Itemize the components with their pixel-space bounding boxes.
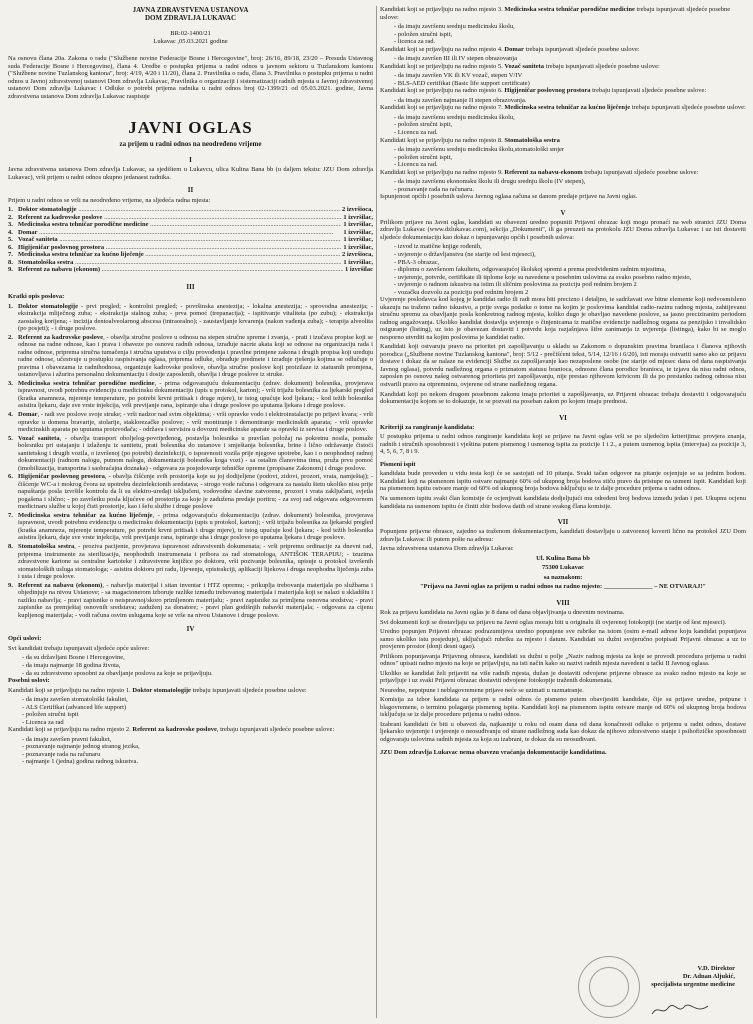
- institution-subname: DOM ZDRAVLJA LUKAVAC: [144, 14, 237, 23]
- list-item-text: izvod iz matične knjige rođenih,: [397, 243, 482, 251]
- condition-lead: Kandidati koji se prijavljuju na radno mjesto 5.: [380, 62, 505, 70]
- list-bullet: -: [394, 266, 398, 274]
- list-bullet: -: [22, 750, 26, 758]
- list-item: [8, 696, 373, 704]
- list-item-text: poznavanje najmanje jednog stranog jezika,: [25, 743, 140, 751]
- condition-block-lead: [380, 6, 746, 21]
- list-item: [380, 129, 746, 137]
- document-date: Lukavac ,05.03.2021 godine: [153, 37, 228, 45]
- task-text: [18, 380, 373, 410]
- position-name: Higijeničar poslovnog prostora .....: [18, 244, 341, 252]
- task-position-name: Domar: [18, 410, 38, 418]
- list-item-text: da su zdravstveno sposobni za obavljanje poslova za koje se prijavljuju.: [25, 669, 213, 677]
- list-item: [380, 38, 746, 46]
- position-item: [8, 221, 373, 229]
- institution-name: JAVNA ZDRAVSTVENA USTANOVA: [132, 6, 249, 14]
- condition-block-lead: [380, 63, 746, 71]
- section-numeral-7: VII: [557, 518, 569, 527]
- section-8-text-6: Neuredne, nepotpune i neblagovremene prijave neće se uzimati u razmatranje.: [380, 686, 584, 694]
- list-item-text: vozačku dozvolu za poziciju pod rednim brojem 2: [397, 288, 529, 296]
- section-8-text-3: Uredno popunjen Prijavni obrazac podrazumijeva uredno popunjene sve rubrike na istom (osim e-mail adrese koju kandidat popunjava samo ukoliko istu posjeduje), uključujući rubriku za mjesto i datum. Kandidati su dužni svojeručno potpisati Prijavni obrazac a uz to provjeren prostor (donji desni ugao).: [380, 628, 746, 651]
- general-conditions-list: [8, 654, 373, 677]
- section-8-text-7: Komisija za izbor kandidata za prijem u radni odnos će pismeno putem obavijestiti kandidate, čije su prijave uredne, potpune i blagovremene, o terminu polaganja pismenog ispita. Kandidati koji na pismenom ispitu ostvare manje od 60% od ukupnog broja bodova isključuju se iz dalje procedure prijema u radni odnos.: [380, 696, 746, 719]
- task-position-name: Medicinska sestra tehničar za kućno liječenje: [18, 511, 153, 519]
- position-name: Referent za kadrovske poslove .....: [18, 214, 341, 222]
- position-count: 1 izvršilac,: [343, 243, 373, 251]
- address-line-4: sa naznakom:: [543, 573, 583, 581]
- position-count: 1 izvršilac,: [343, 228, 373, 236]
- section-numeral-5: V: [560, 208, 566, 217]
- position-name: Domar .....: [18, 229, 341, 237]
- list-bullet: -: [22, 669, 26, 677]
- position-item: [8, 251, 373, 259]
- condition-lead: Kandidati koji se prijavljuju na radno mjesto 8.: [380, 136, 505, 144]
- position-number: 4.: [8, 228, 13, 236]
- list-item: [380, 146, 746, 154]
- list-item: [380, 55, 746, 63]
- address-line-5: "Prijava na Javni oglas za prijem u radni odnos na radno mjesto: _______________ – NE OTVARAJ!": [419, 583, 707, 591]
- list-bullet: -: [22, 743, 26, 751]
- list-item-text: da imaju završen pravni fakultet,: [25, 735, 112, 743]
- position-item: [8, 266, 373, 274]
- list-bullet: -: [394, 38, 398, 46]
- task-position-name: Doktor stomatologije: [18, 302, 78, 310]
- task-number: 4.: [8, 410, 13, 418]
- condition-items: [8, 736, 373, 766]
- list-item: [380, 259, 746, 267]
- section-numeral-3: III: [186, 282, 195, 291]
- list-item-text: Licencu za rad.: [397, 128, 438, 136]
- position-item: [8, 206, 373, 214]
- list-item: [380, 23, 746, 31]
- list-item-text: da imaju završen VK ili KV vozač, stepen V/IV: [397, 72, 523, 80]
- list-bullet: -: [394, 178, 398, 186]
- position-count: 2 izvršioca,: [341, 206, 373, 214]
- list-item: [380, 186, 746, 194]
- page-title: JAVNI OGLAS: [128, 118, 253, 138]
- task-item: [8, 473, 373, 511]
- condition-position: Referent za kadrovske poslove: [132, 726, 217, 734]
- list-bullet: -: [394, 113, 398, 121]
- list-bullet: -: [22, 703, 26, 711]
- ranking-criteria-heading: Kriteriji za rangiranje kandidata:: [380, 423, 475, 431]
- task-position-name: Referent za kadrovske poslove: [18, 333, 104, 341]
- list-bullet: -: [394, 128, 398, 136]
- list-item-text: diplomu o završenom fakultetu, odgovarajućoj školskoj spremi a prema predviđenim radnim mjestima,: [397, 266, 666, 274]
- reference-number: BR:02-1400/21: [170, 30, 211, 38]
- list-item: [380, 80, 746, 88]
- list-item-text: da imaju završen najmanje II stepen obrazovanja.: [397, 96, 527, 104]
- section-numeral-6: VI: [559, 413, 567, 422]
- list-item: [8, 662, 373, 670]
- list-item-text: uvjerenje o državljanstvu (ne starije od šest mjeseci),: [397, 250, 536, 258]
- position-name: Medicinska sestra tehničar za kućno liječenje .....: [18, 251, 340, 259]
- position-number: 3.: [8, 221, 13, 229]
- list-bullet: -: [394, 146, 398, 154]
- condition-position: Referent za nabavu-ekonom: [504, 168, 583, 176]
- task-number: 9.: [8, 581, 13, 589]
- list-item: [8, 758, 373, 766]
- position-number: 9.: [8, 266, 13, 274]
- list-item-text: da imaju završen III ili IV stepen obrazovanja: [397, 55, 517, 63]
- task-item: [8, 303, 373, 333]
- condition-lead: Kandidati koji se prijavljuju na radno mjesto 4.: [380, 45, 505, 53]
- list-bullet: -: [394, 243, 398, 251]
- condition-position: Higijeničar poslovnog prostora: [504, 87, 591, 95]
- list-item-text: uvjerenje, potvrde, certifikate ili tiplome koje su navedene u posebnim uslovima za svako posebno radno mjesto,: [397, 273, 692, 281]
- position-count: 1 izvršilac: [345, 266, 373, 274]
- required-documents-list: [380, 243, 746, 296]
- condition-items: [380, 178, 746, 193]
- list-bullet: -: [394, 281, 398, 289]
- position-name: Medicinska sestra tehničar porodične medicine .....: [18, 221, 341, 229]
- position-item: [8, 236, 373, 244]
- task-position-name: Higijeničar poslovnog prostora: [18, 473, 105, 481]
- task-description: - prvi pregled; - kontrolni pregled; - površinska anestezija; - lokalna anestezija; - sprovodna anestezija; - ekstrakcija mliječnog zuba; - ekstrakcija stalnog zuba; - prva pomoć (trepanacija); - ispitivanje vitaliteta (po zubu); - ekstrakcija zaostalog korijena; - incizija dentoalveolarnog abscesa (intraoralno); - zaustavljanje krvarenja (nakon vađenja zuba); - terapija alveolita (po posjeti); - i druge poslove.: [18, 302, 373, 333]
- list-item: [8, 704, 373, 712]
- list-bullet: -: [394, 250, 398, 258]
- list-item: [380, 274, 746, 282]
- task-number: 1.: [8, 302, 13, 310]
- list-item-text: BLS-AED certifikat (Basic life support certificate): [397, 79, 530, 87]
- task-number: 8.: [8, 543, 13, 550]
- position-count: 1 izvršilac,: [343, 258, 373, 266]
- condition-items: [380, 146, 746, 169]
- section-8-text-1: Rok za prijavu kandidata na Javni oglas je 8 dana od dana objavljivanja u dnevnim novinama.: [380, 608, 625, 616]
- task-item: [8, 543, 373, 581]
- list-item-text: da imaju završenu srednju medicinsku školu,stomatološki smjer: [397, 146, 565, 154]
- list-item-text: najmanje 1 (jedna) godina radnog iskustva.: [25, 758, 139, 766]
- task-description: , - obavlja čišćenje svih prostorija koje su joj dodijeljene (podovi, zidovi, prozori, vrata, namještaj); - čišćenje WC-a i mokrog čvora uz upotrebu dezinfekcionih sredstava; - strogo vode računa i odgovara za nastalu štetu ukoliko nisu prije napuštanja posla izvršile kontrolu da li su elektro-uređaji isključeni, vodovodne slavine zatvorene, prozori i vrata zaključani, svjetla pogašena i slično; - po završetku posla kljućeve od prostorija za koje je zadužena predaje portiru; - za svoj rad odgovara odgovornom medicinaru službe u kojoj čisti prostorije, kao i šefu službe i druge poslove: [18, 473, 373, 511]
- position-number: 1.: [8, 206, 13, 214]
- list-item: [380, 251, 746, 259]
- signature-block: [590, 965, 735, 988]
- task-list: [8, 303, 373, 620]
- condition-tail: trebaju ispunjavati sljedeće posebne uslove:: [630, 104, 746, 112]
- list-item: [380, 266, 746, 274]
- task-position-name: Vozač saniteta: [18, 434, 60, 442]
- task-description: , - obavlja transport oboljelog-povrijeđenog, postavlja bolesnika u pravilan položaj na pokretnu nosila, pomaže bolesniku pri ustajanju i izlaženju iz sanitetu, prati bolesnika do ustanove i smještanja bolesnika, brine i lično održavanje čistoći sanitetskog i drugih vozila, o izvršenoj (po potrebi) dezinfekciji, o ispravnosti vozila prije njegove upotrebe, kao i o neophodnoj radnoj dokumentaciji (radnom nalogu, putnom nalogu, dokumentaciji bolesnika koga vozi) - sa ostalim članovima tima, pruža prvu pomoć (imobilizacija, transportna i saobraćajna doznaka) - odgovara za posjedovanje tehničke opreme (propisane Zakonom) i druge poslove.: [18, 434, 373, 472]
- task-description: , - radi sve poslove svoje struke; - vrši nadzor nad svim objektima; - vrši opravke vodo i elektroinstalacije po prijavi kvara; - vrši opravke u domena bravarije, stolarije, staklorezačke poslove; - vrši montiranje i demontiranje medicinskih aparata; - vrši opravke medicinskih aparata po uputama proizvođača; - održava i servisira u dovozni medicinske aparate sa opravki iz servisa i druge poslove.: [18, 410, 373, 434]
- condition-position: Vozač saniteta: [504, 62, 545, 70]
- list-bullet: -: [394, 153, 398, 161]
- list-item-text: poznavanje rada na računaru: [25, 750, 101, 758]
- section-5-text-3: Kandidati koji ostvaruju pravo na prioritet pri zapošljavanju u skladu sa Zakonom o dopunskim pravima branilaca i članova njihovih porodica („Službene novine Tuzlanskog kantona", broj: 5/12 - prečišćeni tekst, 5/14, 12/16 i 6/20), isti moraju ostvariti samo ako uz prijavu dostave i dokaz da se nalaze na evidenciji Službe za zapošljavanje kao nezaposlene osobe (ne starije od mjesec dana od dana raspisivanja Javnog oglasa), potvrdu nadležnog organa o priznatom statusu branioca, odnosno člana porodice branioca, te izjavu da nisu radni odnos, zaposlen po osnovu našeg ostvarenog prioriteta pri zapošljavanju, nije prestao njihovom krivicom ili da po prestanku radnog odnosa nisu ostvarili pravo na otpremninu, ovjerene od strane nadležnog organa.: [380, 343, 746, 389]
- list-item: [380, 243, 746, 251]
- list-item: [8, 736, 373, 744]
- list-bullet: -: [22, 718, 26, 726]
- condition-tail: trebaju ispunjavati sljedeće posebne uslove:: [190, 686, 307, 694]
- position-name: Doktor stomatologije .....: [18, 206, 340, 214]
- list-bullet: -: [394, 55, 398, 63]
- condition-block-lead: [8, 687, 373, 695]
- task-number: 2.: [8, 333, 13, 341]
- right-column: [380, 6, 746, 759]
- list-bullet: -: [394, 185, 398, 193]
- list-bullet: -: [22, 662, 26, 670]
- list-bullet: -: [22, 735, 26, 743]
- section-numeral-8: VIII: [556, 598, 570, 607]
- condition-lead: Kandidati koji se prijavljuju na radno mjesto 1.: [8, 686, 133, 694]
- list-bullet: -: [394, 72, 398, 80]
- list-item: [8, 654, 373, 662]
- position-item: [8, 214, 373, 222]
- special-conditions-heading: Posebni uslovi:: [8, 677, 50, 685]
- condition-items: [380, 114, 746, 137]
- list-item: [380, 178, 746, 186]
- signatory-specialty: specijalista urgentne medicine: [651, 980, 735, 988]
- list-bullet: -: [22, 711, 26, 719]
- list-item-text: položen stručni ispit,: [397, 153, 453, 161]
- list-item: [380, 281, 746, 289]
- list-bullet: -: [394, 23, 398, 31]
- condition-position: Doktor stomatologije: [132, 686, 191, 694]
- condition-items: [380, 72, 746, 87]
- list-item: [380, 114, 746, 122]
- list-item: [380, 72, 746, 80]
- list-item: [8, 711, 373, 719]
- position-number: 7.: [8, 251, 13, 259]
- list-item: [8, 719, 373, 727]
- legal-intro: Na osnovu člana 20a. Zakona o radu ("Službene novine Federacije Bosne i Hercegovine", broj: 26/16, 89/18, 23/20 – Presuda Ustavnog suda Federacije Bosne i Hercegovine), člana 4. Uredbe o postupku prijema u radni odnos u javnom sektoru u Tuzlanskom kantonu ("Službene novine Tuzlanskog kantona", broj: 4/19, 4/20 i 11/20), člana 2. Pravilnika o radu, člana 3. Pravilnika o postupku prijema u radni odnos u Javnoj zdravstvenoj ustanovi Dom zdravlja Lukavac, Pravilnika o organizaciji i sistematizaciji radnih mjesta u Javnoj zdravstvenoj ustanovi Dom zdravlja Lukavac i Odluke o potrebi prijema radnika u radni odnos broj 02-1399/21 od 05.03.2021. godine, Javna zdravstvena ustanova Dom zdravlja Lukavac raspisuje: [8, 55, 373, 100]
- task-description: , - prima odgovarajuću dokumentaciju (zdrav. dokument) bolesnika, provjerava ispravnost, uvodi potrebnu evidenciju u medicinsku dokumentaciju (upis u protokol, karton); - vrši trijažu bolesnika za ljekarski pregled (kratka anamneza, mjerenje temperature, po potrebi krvni pritisak i druge mjere), te istog upućuje kod ljekara; - kod težih bolesnika asistira ljekaru, daje sve vrste injekcija, vrši previjanje rana, ispiranje uha i druge poslove po uputama ljekara i druge poslove.: [18, 379, 373, 410]
- task-description: , - nabavlja materijal i sitan inventar i HTZ opremu; - prikuplja trebovanja materijala po službama i objedinjuje na nivou Ustanove; - sa magacionerom izboruje razlike između trebovanog materijala i materijala koji se nalazi u skladištu i razliku nabavlja; - pravi zapisnike o neispravnoj/skoro primljenom materijalu; - pravi zapisnike za primljena osnovna sredstva; - pravi zapisnike za premještaj osnovnih sredstava; zaduženj za donatore; - pravi plan godišnjih nabavki materijala; - odgovara za cijenu kupljenog materijala; - vodi računa osvim uslugama koje se vrše na nivou Ustanove i druge poslove.: [18, 581, 373, 619]
- task-position-name: Stomatološka sestra: [18, 543, 75, 550]
- list-bullet: -: [394, 273, 398, 281]
- address-line-1: Javna zdravstvena ustanova Dom zdravlja Lukavac: [380, 545, 514, 553]
- column-divider: [376, 6, 377, 1018]
- section-3-lead: Kratki opis poslova:: [8, 293, 65, 300]
- left-column: [8, 6, 373, 766]
- position-number: 6.: [8, 243, 13, 251]
- task-text: [18, 582, 373, 620]
- list-item-text: da su državljani Bosne i Hercegovine,: [25, 654, 125, 662]
- list-item: [380, 161, 746, 169]
- condition-block-lead: [8, 726, 373, 734]
- positions-list: [8, 206, 373, 274]
- list-item-text: Licencu za rad.: [397, 161, 438, 169]
- list-item: [380, 97, 746, 105]
- position-name: Stomatološka sestra .....: [18, 259, 341, 267]
- position-item: [8, 259, 373, 267]
- list-item-text: da imaju najmanje 18 godina života,: [25, 662, 121, 670]
- condition-block-lead: [380, 169, 746, 177]
- list-bullet: -: [394, 161, 398, 169]
- final-note: JZU Dom zdravlja Lukavac nema obavezu vraćanja dokumentacije kandidatima.: [380, 749, 607, 757]
- condition-tail: trebaju ispunjavati sljedeće posebne uslove:: [582, 168, 699, 176]
- task-item: [8, 512, 373, 542]
- list-item: [380, 289, 746, 297]
- list-item-text: da imaju završenu ekonomsku školu ili drugu srednju školu (IV stepen),: [397, 178, 586, 186]
- position-number: 2.: [8, 213, 13, 221]
- section-numeral-1: I: [189, 156, 192, 165]
- position-number: 5.: [8, 236, 13, 244]
- handwritten-signature: [650, 1002, 710, 1018]
- condition-position: Domar: [504, 45, 524, 53]
- position-name: Referent za nabavu (ekonom) .....: [18, 266, 343, 274]
- list-item: [380, 154, 746, 162]
- section-6-text-1: U postupku prijema u radni odnos rangiranje kandidata koji se prijave na Javni oglas vrši se po sljedećim kriterijima: provjera znanja, radnih i stručnih sposobnosti i vještina putem pismenog i usmenog ispita za pozicije 1 i 2., a putem usmenog ispita (intervjua) za pozicije 3, 4, 5, 6, 7, 8 i 9.: [380, 433, 746, 456]
- section-5-text-1: Prilikom prijave na Javni oglas, kandidati su obavezni uredno popuniti Prijavni obrazac koji mogu pronaći na web stranici JZU Doma zdravlja Lukavac (www.dzlukavac.com), sekcija „Dokumenti", ili ga preuzeti na protokolu JZU Doma zdravlja Lukavac i uz isti dostaviti sljedeće dokumentaciju kao dokaz o ispunjavanju općih i posebnih uslova:: [380, 218, 746, 241]
- task-description: , - prozivа pacijente, provjerava ispravnost zdravstvenih dokumenata; - vrši pripremu ordinacije za dnevni rad, priprema instrumente za sterilizaciju, neophodnih instrumenata i pribora za rad stomatologa, ANTIŠOK TERAPIJU; - izuzima zdravstvene kartone sa centralne kartoteke i zdravstvene knjižice po doktoru, vrši pozivanje bolesnika, upisuje u protokol izvršenih stomatoloških usluga stomatologa; - asistira doktoru pri radu, lijeчenju, epistrakciji, aplikaciji lijekova i druga neophodna liječenja zuba i usta i druge poslove.: [18, 543, 373, 581]
- condition-position: Stomatološka sestra: [504, 136, 560, 144]
- section-2-lead: Prijem u radni odnos se vrši na neodređeno vrijeme, na sljedeća radna mjesta:: [8, 196, 211, 204]
- written-exam-heading: Pismeni ispit: [380, 460, 416, 468]
- condition-tail: trebaju ispunjavati sljedeće posebne uslove:: [590, 87, 707, 95]
- signatory-title: V.D. Direktor: [697, 965, 735, 972]
- list-item-text: položen stručni ispit,: [397, 30, 453, 38]
- condition-lead: Kandidati koji se prijavljuju na radno mjesto 9.: [380, 168, 505, 176]
- position-count: 1 izvršilac,: [343, 221, 373, 229]
- position-count: 2 izvršioca,: [341, 251, 373, 259]
- condition-block-lead: [380, 87, 746, 95]
- page-subtitle: za prijem u radni odnos na neodređeno vrijeme: [119, 140, 262, 149]
- list-bullet: -: [394, 96, 398, 104]
- section-7-text-1: Popunjene prijavne obrasce, zajedno sa traženom dokumentacijom, kandidati dostavljaju u zatvorenoj koverti lično na protokol JZU Dom zdravlja Lukavac ili putem pošte na adresu:: [380, 528, 746, 543]
- list-item-text: licenca za rad.: [397, 38, 436, 46]
- task-number: 6.: [8, 473, 13, 481]
- condition-tail: , trebaju ispunjavati sljedeće posebne uslove:: [216, 726, 335, 734]
- task-description: , - prima odgovarajuću dokumentaciju (zdrav. dokument) bolesnika, provjerava ispravnost, uvodi potrebnu evidenciju u medicinsku dokumentaciju (upis u protokol, karton); - vrši trijažu bolesnika za ljekarski pregled (kratka anamneza, mjerenje temperature, po potrebi krvni pritisak i druge mjere), te istog upućuje kod ljekara; - kod težih bolesnika asistira ljekaru, daje sve vrste injekcija, vrši previjanje rana, ispiranje uha i druge poslove po uputama ljekara i druge poslove.: [18, 511, 373, 542]
- task-number: 3.: [8, 379, 13, 387]
- condition-lead: Kandidati koji se prijavljuju na radno mjesto 6.: [380, 87, 505, 95]
- list-bullet: -: [394, 30, 398, 38]
- task-item: [8, 582, 373, 620]
- list-item: [380, 31, 746, 39]
- condition-position: Medicinska sestra tehničar za kućno liječenje: [504, 104, 631, 112]
- list-bullet: -: [22, 758, 26, 766]
- condition-items: [8, 696, 373, 726]
- condition-block-lead: [380, 46, 746, 54]
- section-6-text-3: Na usmenom ispitu svaki član komisije će ocjenjivati kandidata dodjeljujući mu određeni broj bodova između jedan i pet. Ukupnu ocjenu kandidata na usmenom ispitu će činiti zbir bodova datih od strane svakog člana komisije.: [380, 494, 746, 510]
- list-item-text: da imaju završenu srednju medicinsku školu,: [397, 113, 515, 121]
- task-item: [8, 435, 373, 473]
- list-item: [8, 743, 373, 751]
- signatory-name: Dr. Adnan Aljukić,: [682, 972, 735, 980]
- task-text: [18, 543, 373, 581]
- condition-tail: trebaju ispunjavati sljedeće posebne uslove:: [544, 62, 660, 70]
- conditions-closing: Ispunjenost općih i posebnih uslova Javnog oglasa računa se danom predaje prijave na Javni oglas.: [380, 193, 638, 201]
- section-8-text-5: Ukoliko se kandidat želi prijaviti na više radnih mjesta, dužan je dostaviti odvojene prijavne obrasce za svako radno mjesto na koje se prijavljuje i uz svaki Prijavni obrazac dostaviti odvojene fotokopije traženih dokumenata.: [380, 669, 746, 685]
- general-conditions-heading: Opći uslovi:: [8, 635, 42, 643]
- general-conditions-lead: Svi kandidati trebaju ispunjavati sljedeće opće uslove:: [8, 644, 150, 652]
- special-conditions-right: [380, 6, 746, 193]
- list-item-text: poznavanje rada na računaru.: [397, 185, 474, 193]
- task-text: [18, 473, 373, 511]
- position-count: 1 izvršilac,: [343, 236, 373, 244]
- task-item: [8, 411, 373, 434]
- list-bullet: -: [394, 288, 398, 296]
- address-line-3: 75300 Lukavac: [541, 564, 585, 572]
- section-8-text-4: Prilikom popunjavanja Prijavnog obrasca, kandidati su dužni u polje „Naziv radnog mjesta za koje se provodi procedura prijema u radni odnos" upisati radno mjesto na koje se prijavljuju, na isti način kako su nazivi radnih mjesta navedeni u tački II Javnog oglasa.: [380, 652, 746, 668]
- section-1-text: Javna zdravstvena ustanova Dom zdravlja Lukavac, sa sjedištem u Lukavcu, ulica Kulina Bana bb (u daljem tekstu: JZU Dom zdravlja Lukavac), vrši prijem u radni odnos ukupno jedanaest radnika.: [8, 166, 373, 181]
- list-item-text: PBA-3 obrazac,: [397, 258, 440, 266]
- list-bullet: -: [394, 121, 398, 129]
- condition-tail: trebaju ispunjavati sljedeće posebne uslove:: [523, 45, 640, 53]
- position-count: 1 izvršilac,: [343, 213, 373, 221]
- position-number: 8.: [8, 258, 13, 266]
- condition-items: [380, 97, 746, 105]
- condition-position: Medicinska sestra tehničar porodične medicine: [504, 6, 635, 13]
- task-text: [18, 334, 373, 379]
- section-8-text-8: Izabrani kandidati će biti u obavezi da, najkasnije u roku od osam dana od dana konačnosti odluke o prijemu u radni odnos, dostave ljekarsko uvjerenje i uvjerenje o neosuđivanju od strane nadležnog suda kao dokaz da njihovo zdravstveno stanje i psihofizičke sposobnosti odgovaraju uslovima radnih mjesta za koja su izabrani, te dokaz da su neosuđivani.: [380, 720, 746, 743]
- task-text: [18, 435, 373, 473]
- position-name: Vozač saniteta .....: [18, 236, 341, 244]
- section-8-text-2: Svi dokumenti koji se dostavljaju uz prijavu na Javni oglas moraju biti u originalu ili ovjerenoj fotokopiji (ne starije od šest mjeseci).: [380, 618, 727, 626]
- section-6-text-2: kandidata bude proveden u vidu testa koji će se sastojati od 10 pitanja. Svaki tačan odgovor na pitanje ocjenjuje se sa jednim bodom. Kandidati koji na pismenom ispitu ostvare najmanje 60% od ukupnog broja bodova stiču pravo da pristupe na usmeni ispit. Kandidati koji na pismenom ispitu ostvare manje od 60% od ukupnog broja bodova isključuju se iz dalje procedure prijema u radni odnos.: [380, 470, 746, 493]
- task-position-name: Referent za nabavu (ekonom): [18, 581, 103, 589]
- list-bullet: -: [394, 79, 398, 87]
- section-numeral-4: IV: [186, 625, 195, 634]
- section-5-text-2: Uvjerenje poslodavca kod kojeg je kandidat radio ili radi mora biti precizno i detaljno, te sadržavati sve bitne elemente koji nedvosmisleno ukazuju na traženo radno iskustvo, a prije svega podatke o tome na kojim je poslovima kandidat radio-razinu radnog mjesta, zahtijevanu stručnu spremu za obavljanje posla konkretnog radnog mjesta, koliko dugo je obavljao navedene poslove, sa jasno preciziranim periodom radnog angažovanja. Ukoliko kandidat dostavlja uvjerenje o činjenicama iz matične evidencije nadležnog organa za penzijsko i invalidsko osiguranje (listing), uz isto je obavezan dostaviti i potvrdu koja razjašnjava šifre zanimanja iz uvjerenja (listinga), kako bi se moglo nesporno utvrditi na kojim poslovima je kandidat radio.: [380, 296, 746, 341]
- list-item-text: položen stručni ispit: [25, 711, 79, 719]
- list-item-text: da imaju završenu srednju medicinsku školu,: [397, 23, 515, 31]
- condition-items: [380, 23, 746, 46]
- task-item: [8, 334, 373, 379]
- list-item-text: da imaju završen stomatološki fakultet,: [25, 696, 128, 704]
- task-description: , - obavlja stručne poslove u odnosu na stepen stručne spreme i zvanja, - prati i izučava propise koji se odnose na radne odnose, kao i prava i obaveze po osnovu radnih odnosa, izrađuje nacrte akata koji se odnose na organizaciju rada i radne odnose, priprema stručna tumačenja i stručna uputstva u cilju provođenja i pravilne primjene zakona i drugih propisa koji uređuju radne odnose, učestvuje u postupku raspisivanja oglasa, priprema odluke, obrađuje predmete i izrađuje rješenja kojima se odlučuje o pravima i obavezama iz radnihodnosa, organizuje kadrovske poslove, obavlja stručne poslove koji proizilaze iz statusnih promjena, ustanovljava i ažurira personalnu dokumentaciju i dosije zaposlenih, obavlja i druge poslove iz struke.: [18, 333, 373, 379]
- task-text: [18, 512, 373, 542]
- section-5-text-4: Kandidati koji po nekom drugom posebnom zakonu imaju prioritet u zapošljavanju, uz Prijavni obrazac trebaju dostaviti i odgovarajuću dokumentaciju kojom se to dokazuje, te se pozvati na poseban zakon po kojem imaju prednost.: [380, 390, 746, 406]
- list-item-text: Licenca za rad: [25, 718, 64, 726]
- position-item: [8, 244, 373, 252]
- task-number: 5.: [8, 434, 13, 442]
- list-bullet: -: [22, 696, 26, 704]
- special-conditions-left: [8, 687, 373, 766]
- condition-tail: trebaju ispunjavati sljedeće posebne uslove:: [380, 6, 731, 21]
- condition-block-lead: [380, 104, 746, 112]
- list-item: [8, 670, 373, 678]
- section-numeral-2: II: [187, 186, 194, 195]
- task-text: [18, 411, 373, 434]
- list-item-text: ALS Certifikat (advanced life support): [25, 703, 127, 711]
- task-item: [8, 380, 373, 410]
- task-text: [18, 303, 373, 333]
- list-item-text: položen stručni ispit,: [397, 121, 453, 129]
- list-bullet: -: [394, 258, 398, 266]
- list-item: [8, 751, 373, 759]
- task-position-name: Medicinska sestra tehničar porodične medicine: [18, 379, 155, 387]
- condition-lead: Kandidati koji se prijavljuju na radno mjesto 2.: [8, 726, 133, 734]
- address-line-2: Ul. Kulina Bana bb: [536, 554, 590, 562]
- condition-block-lead: [380, 137, 746, 145]
- list-bullet: -: [22, 654, 26, 662]
- condition-lead: Kandidati koji se prijavljuju na radno mjesto 3.: [380, 6, 505, 13]
- list-item: [380, 121, 746, 129]
- condition-lead: Kandidati koji se prijavljuju na radno mjesto 7.: [380, 104, 505, 112]
- list-item-text: uvjerenje o radnom iskustvu na istim ili sličnim poslovima za poziciju pod rednim brojem 2: [397, 281, 637, 289]
- task-number: 7.: [8, 511, 13, 519]
- position-item: [8, 229, 373, 237]
- condition-items: [380, 55, 746, 63]
